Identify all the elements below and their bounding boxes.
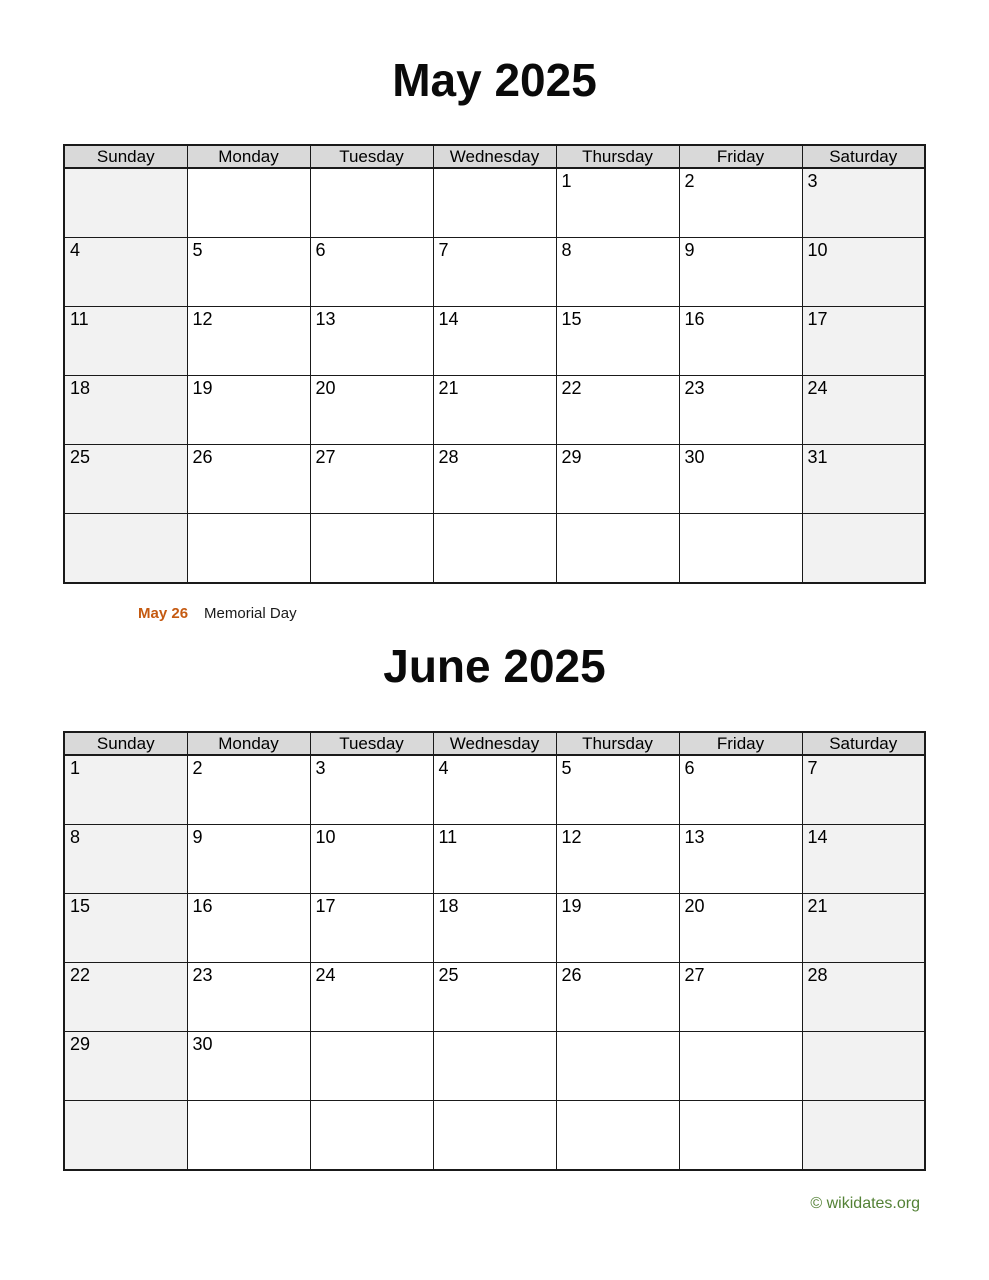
week-row	[64, 963, 925, 1032]
day-cell-11: 11	[64, 307, 187, 376]
day-cell-5: 5	[556, 755, 679, 825]
day-cell-empty	[187, 514, 310, 584]
day-cell-17: 17	[802, 307, 925, 376]
day-header-row	[64, 145, 925, 168]
day-header-tuesday: Tuesday	[310, 732, 433, 755]
day-cell-11: 11	[433, 825, 556, 894]
day-cell-empty	[802, 514, 925, 584]
day-cell-18: 18	[64, 376, 187, 445]
day-cell-21: 21	[802, 894, 925, 963]
day-cell-22: 22	[64, 963, 187, 1032]
month-title-may: May 2025	[392, 54, 597, 106]
day-header-wednesday: Wednesday	[433, 732, 556, 755]
day-cell-empty	[556, 514, 679, 584]
day-cell-16: 16	[679, 307, 802, 376]
day-cell-20: 20	[679, 894, 802, 963]
day-cell-16: 16	[187, 894, 310, 963]
day-header-row	[64, 732, 925, 755]
week-row	[64, 514, 925, 584]
day-cell-15: 15	[64, 894, 187, 963]
day-cell-9: 9	[679, 238, 802, 307]
day-cell-13: 13	[310, 307, 433, 376]
week-row	[64, 376, 925, 445]
day-cell-empty	[433, 1032, 556, 1101]
day-header-thursday: Thursday	[556, 732, 679, 755]
day-cell-28: 28	[433, 445, 556, 514]
day-cell-25: 25	[433, 963, 556, 1032]
day-cell-1: 1	[556, 168, 679, 238]
day-cell-29: 29	[64, 1032, 187, 1101]
day-cell-26: 26	[187, 445, 310, 514]
day-cell-22: 22	[556, 376, 679, 445]
day-header-sunday: Sunday	[64, 732, 187, 755]
day-header-tuesday: Tuesday	[310, 145, 433, 168]
day-cell-2: 2	[187, 755, 310, 825]
day-cell-3: 3	[802, 168, 925, 238]
day-cell-30: 30	[187, 1032, 310, 1101]
week-row	[64, 755, 925, 825]
holiday-note	[138, 604, 297, 623]
week-row	[64, 1101, 925, 1171]
day-cell-27: 27	[310, 445, 433, 514]
day-cell-empty	[433, 514, 556, 584]
month-title-june: June 2025	[383, 640, 606, 692]
holiday-note-label: Memorial Day	[204, 605, 297, 622]
week-row	[64, 238, 925, 307]
day-cell-28: 28	[802, 963, 925, 1032]
day-cell-12: 12	[187, 307, 310, 376]
day-cell-6: 6	[679, 755, 802, 825]
day-cell-empty	[64, 514, 187, 584]
site-credit-link[interactable]: © wikidates.org	[810, 1195, 920, 1212]
day-cell-27: 27	[679, 963, 802, 1032]
day-header-friday: Friday	[679, 145, 802, 168]
day-cell-21: 21	[433, 376, 556, 445]
day-cell-10: 10	[310, 825, 433, 894]
day-cell-empty	[679, 1101, 802, 1171]
day-cell-7: 7	[433, 238, 556, 307]
day-cell-26: 26	[556, 963, 679, 1032]
day-cell-empty	[187, 1101, 310, 1171]
day-cell-24: 24	[310, 963, 433, 1032]
day-cell-empty	[433, 168, 556, 238]
day-cell-14: 14	[433, 307, 556, 376]
day-cell-empty	[64, 168, 187, 238]
day-cell-4: 4	[433, 755, 556, 825]
day-cell-12: 12	[556, 825, 679, 894]
day-cell-14: 14	[802, 825, 925, 894]
day-cell-23: 23	[187, 963, 310, 1032]
day-cell-empty	[310, 168, 433, 238]
day-cell-empty	[64, 1101, 187, 1171]
week-row	[64, 445, 925, 514]
week-row	[64, 825, 925, 894]
day-cell-empty	[556, 1101, 679, 1171]
day-header-saturday: Saturday	[802, 732, 925, 755]
holiday-note-date: May 26	[138, 605, 189, 622]
day-header-saturday: Saturday	[802, 145, 925, 168]
day-header-wednesday: Wednesday	[433, 145, 556, 168]
day-cell-empty	[310, 1101, 433, 1171]
day-cell-empty	[433, 1101, 556, 1171]
day-cell-20: 20	[310, 376, 433, 445]
day-cell-25: 25	[64, 445, 187, 514]
day-cell-3: 3	[310, 755, 433, 825]
day-cell-19: 19	[556, 894, 679, 963]
day-cell-empty	[310, 1032, 433, 1101]
day-cell-10: 10	[802, 238, 925, 307]
day-cell-empty	[802, 1032, 925, 1101]
week-row	[64, 1032, 925, 1101]
day-cell-23: 23	[679, 376, 802, 445]
week-row	[64, 894, 925, 963]
calendar-table-june	[63, 731, 926, 1171]
week-row	[64, 307, 925, 376]
day-header-friday: Friday	[679, 732, 802, 755]
day-cell-8: 8	[556, 238, 679, 307]
calendar-table-may	[63, 144, 926, 584]
day-cell-empty	[187, 168, 310, 238]
day-cell-empty	[310, 514, 433, 584]
day-header-sunday: Sunday	[64, 145, 187, 168]
day-cell-13: 13	[679, 825, 802, 894]
day-cell-24: 24	[802, 376, 925, 445]
day-cell-18: 18	[433, 894, 556, 963]
day-cell-empty	[802, 1101, 925, 1171]
day-cell-31: 31	[802, 445, 925, 514]
day-cell-empty	[556, 1032, 679, 1101]
day-cell-4: 4	[64, 238, 187, 307]
day-cell-29: 29	[556, 445, 679, 514]
day-header-monday: Monday	[187, 732, 310, 755]
day-cell-8: 8	[64, 825, 187, 894]
day-cell-2: 2	[679, 168, 802, 238]
day-cell-19: 19	[187, 376, 310, 445]
day-header-thursday: Thursday	[556, 145, 679, 168]
day-cell-7: 7	[802, 755, 925, 825]
day-cell-5: 5	[187, 238, 310, 307]
day-cell-6: 6	[310, 238, 433, 307]
week-row	[64, 168, 925, 238]
day-cell-empty	[679, 514, 802, 584]
day-header-monday: Monday	[187, 145, 310, 168]
day-cell-empty	[679, 1032, 802, 1101]
day-cell-15: 15	[556, 307, 679, 376]
day-cell-30: 30	[679, 445, 802, 514]
day-cell-9: 9	[187, 825, 310, 894]
day-cell-17: 17	[310, 894, 433, 963]
day-cell-1: 1	[64, 755, 187, 825]
